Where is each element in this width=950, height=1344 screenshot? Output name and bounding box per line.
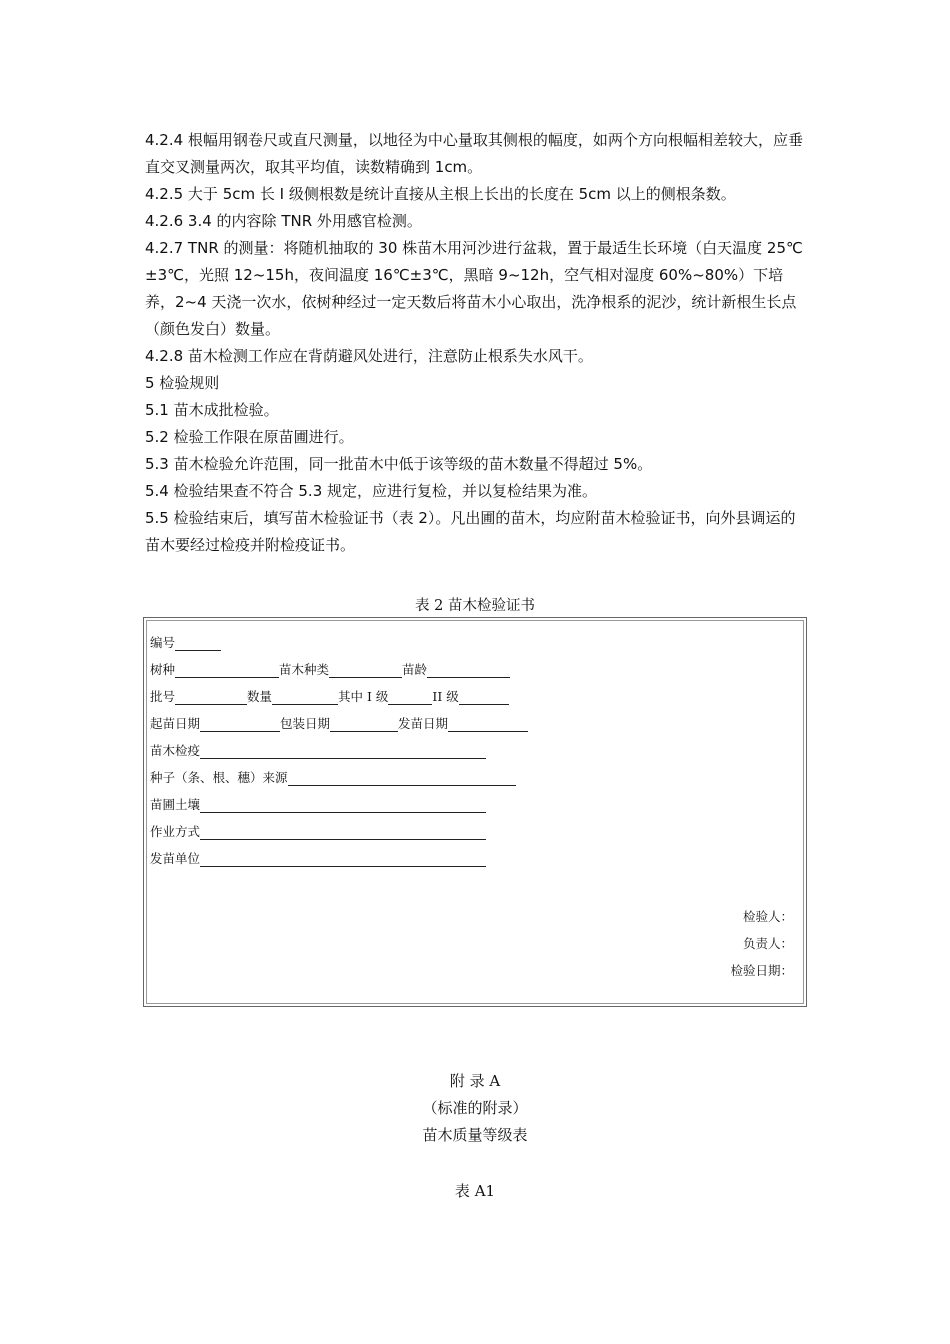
row-seed-source [150, 770, 516, 786]
para-4-2-6: 4.2.6 3.4 的内容除 TNR 外用感官检测。 [145, 212, 422, 230]
para-5-5: 5.5 检验结束后，填写苗木检验证书（表 2）。凡出圃的苗木，均应附苗木检验证书，向外县调运的苗木要经过检疫并附检疫证书。 [145, 509, 796, 554]
label-seed-source: 种子（条、根、穗）来源 [150, 770, 288, 785]
appendix-title: 附 录 A [449, 1072, 501, 1090]
blank-quantity [272, 690, 338, 705]
row-issuer [150, 851, 486, 867]
section-5-heading: 5 检验规则 [145, 374, 220, 392]
label-age: 苗龄 [402, 662, 428, 677]
para-5-4: 5.4 检验结果查不符合 5.3 规定，应进行复检，并以复检结果为准。 [145, 482, 598, 500]
para-4-2-4: 4.2.4 根幅用钢卷尺或直尺测量，以地径为中心量取其侧根的幅度，如两个方向根幅相差较大，应垂直交叉测量两次，取其平均值，读数精确到 1cm。 [145, 131, 803, 176]
label-quantity: 数量 [247, 689, 273, 704]
row-number [150, 635, 221, 651]
row-dates [150, 716, 528, 732]
blank-grade1 [388, 690, 432, 705]
label-lift-date: 起苗日期 [150, 716, 201, 731]
blank-quarantine [200, 744, 486, 759]
blank-work-method [200, 825, 486, 840]
table-2-caption: 表 2 苗木检验证书 [415, 598, 535, 614]
label-ship-date: 发苗日期 [398, 716, 449, 731]
label-issuer: 发苗单位 [150, 851, 201, 866]
label-seedling-type: 苗木种类 [279, 662, 330, 677]
label-batch: 批号 [150, 689, 176, 704]
certificate-inner-border [146, 620, 804, 1004]
label-number: 编号 [150, 635, 176, 650]
label-quarantine: 苗木检疫 [150, 743, 201, 758]
label-species: 树种 [150, 662, 176, 677]
row-batch [150, 689, 509, 705]
row-quarantine [150, 743, 486, 759]
blank-ship-date [448, 717, 528, 732]
inspect-date-label: 检验日期： [730, 963, 793, 978]
inspector-label: 检验人： [742, 909, 793, 924]
row-nursery-soil [150, 797, 486, 813]
blank-grade2 [459, 690, 509, 705]
blank-age [427, 663, 510, 678]
blank-nursery-soil [200, 798, 486, 813]
label-pack-date: 包装日期 [280, 716, 331, 731]
blank-seedling-type [329, 663, 402, 678]
para-4-2-5: 4.2.5 大于 5cm 长 I 级侧根数是统计直接从主根上长出的长度在 5cm 以上的侧根条数。 [145, 185, 736, 203]
para-4-2-7: 4.2.7 TNR 的测量：将随机抽取的 30 株苗木用河沙进行盆栽，置于最适生长环境（白天温度 25℃±3℃，光照 12~15h，夜间温度 16℃±3℃，黑暗 9~12h，空气相对湿度 60%~80%）下培养，2~4 天浇一次水，依树种经过一定天数后将苗木小心取出，洗净根系的泥沙，统计新根生长点（颜色发白）数量。 [145, 239, 803, 338]
table-a1-label: 表 A1 [454, 1182, 496, 1200]
blank-lift-date [200, 717, 280, 732]
para-5-2: 5.2 检验工作限在原苗圃进行。 [145, 428, 354, 446]
blank-species [175, 663, 279, 678]
label-nursery-soil: 苗圃土壤 [150, 797, 201, 812]
blank-issuer [200, 852, 486, 867]
responsible-label: 负责人： [742, 936, 793, 951]
blank-number [175, 636, 221, 651]
row-work-method [150, 824, 486, 840]
appendix-subtitle: （标准的附录） [422, 1099, 528, 1117]
label-grade1: 其中 I 级 [338, 689, 389, 704]
row-species [150, 662, 510, 678]
label-work-method: 作业方式 [150, 824, 201, 839]
para-5-1: 5.1 苗木成批检验。 [145, 401, 279, 419]
appendix-heading: 苗木质量等级表 [422, 1126, 528, 1144]
certificate-box [143, 617, 807, 1007]
blank-seed-source [288, 771, 516, 786]
para-4-2-8: 4.2.8 苗木检测工作应在背荫避风处进行，注意防止根系失水风干。 [145, 347, 593, 365]
label-grade2: II 级 [432, 689, 459, 704]
blank-batch [175, 690, 247, 705]
para-5-3: 5.3 苗木检验允许范围，同一批苗木中低于该等级的苗木数量不得超过 5%。 [145, 455, 653, 473]
blank-pack-date [330, 717, 398, 732]
